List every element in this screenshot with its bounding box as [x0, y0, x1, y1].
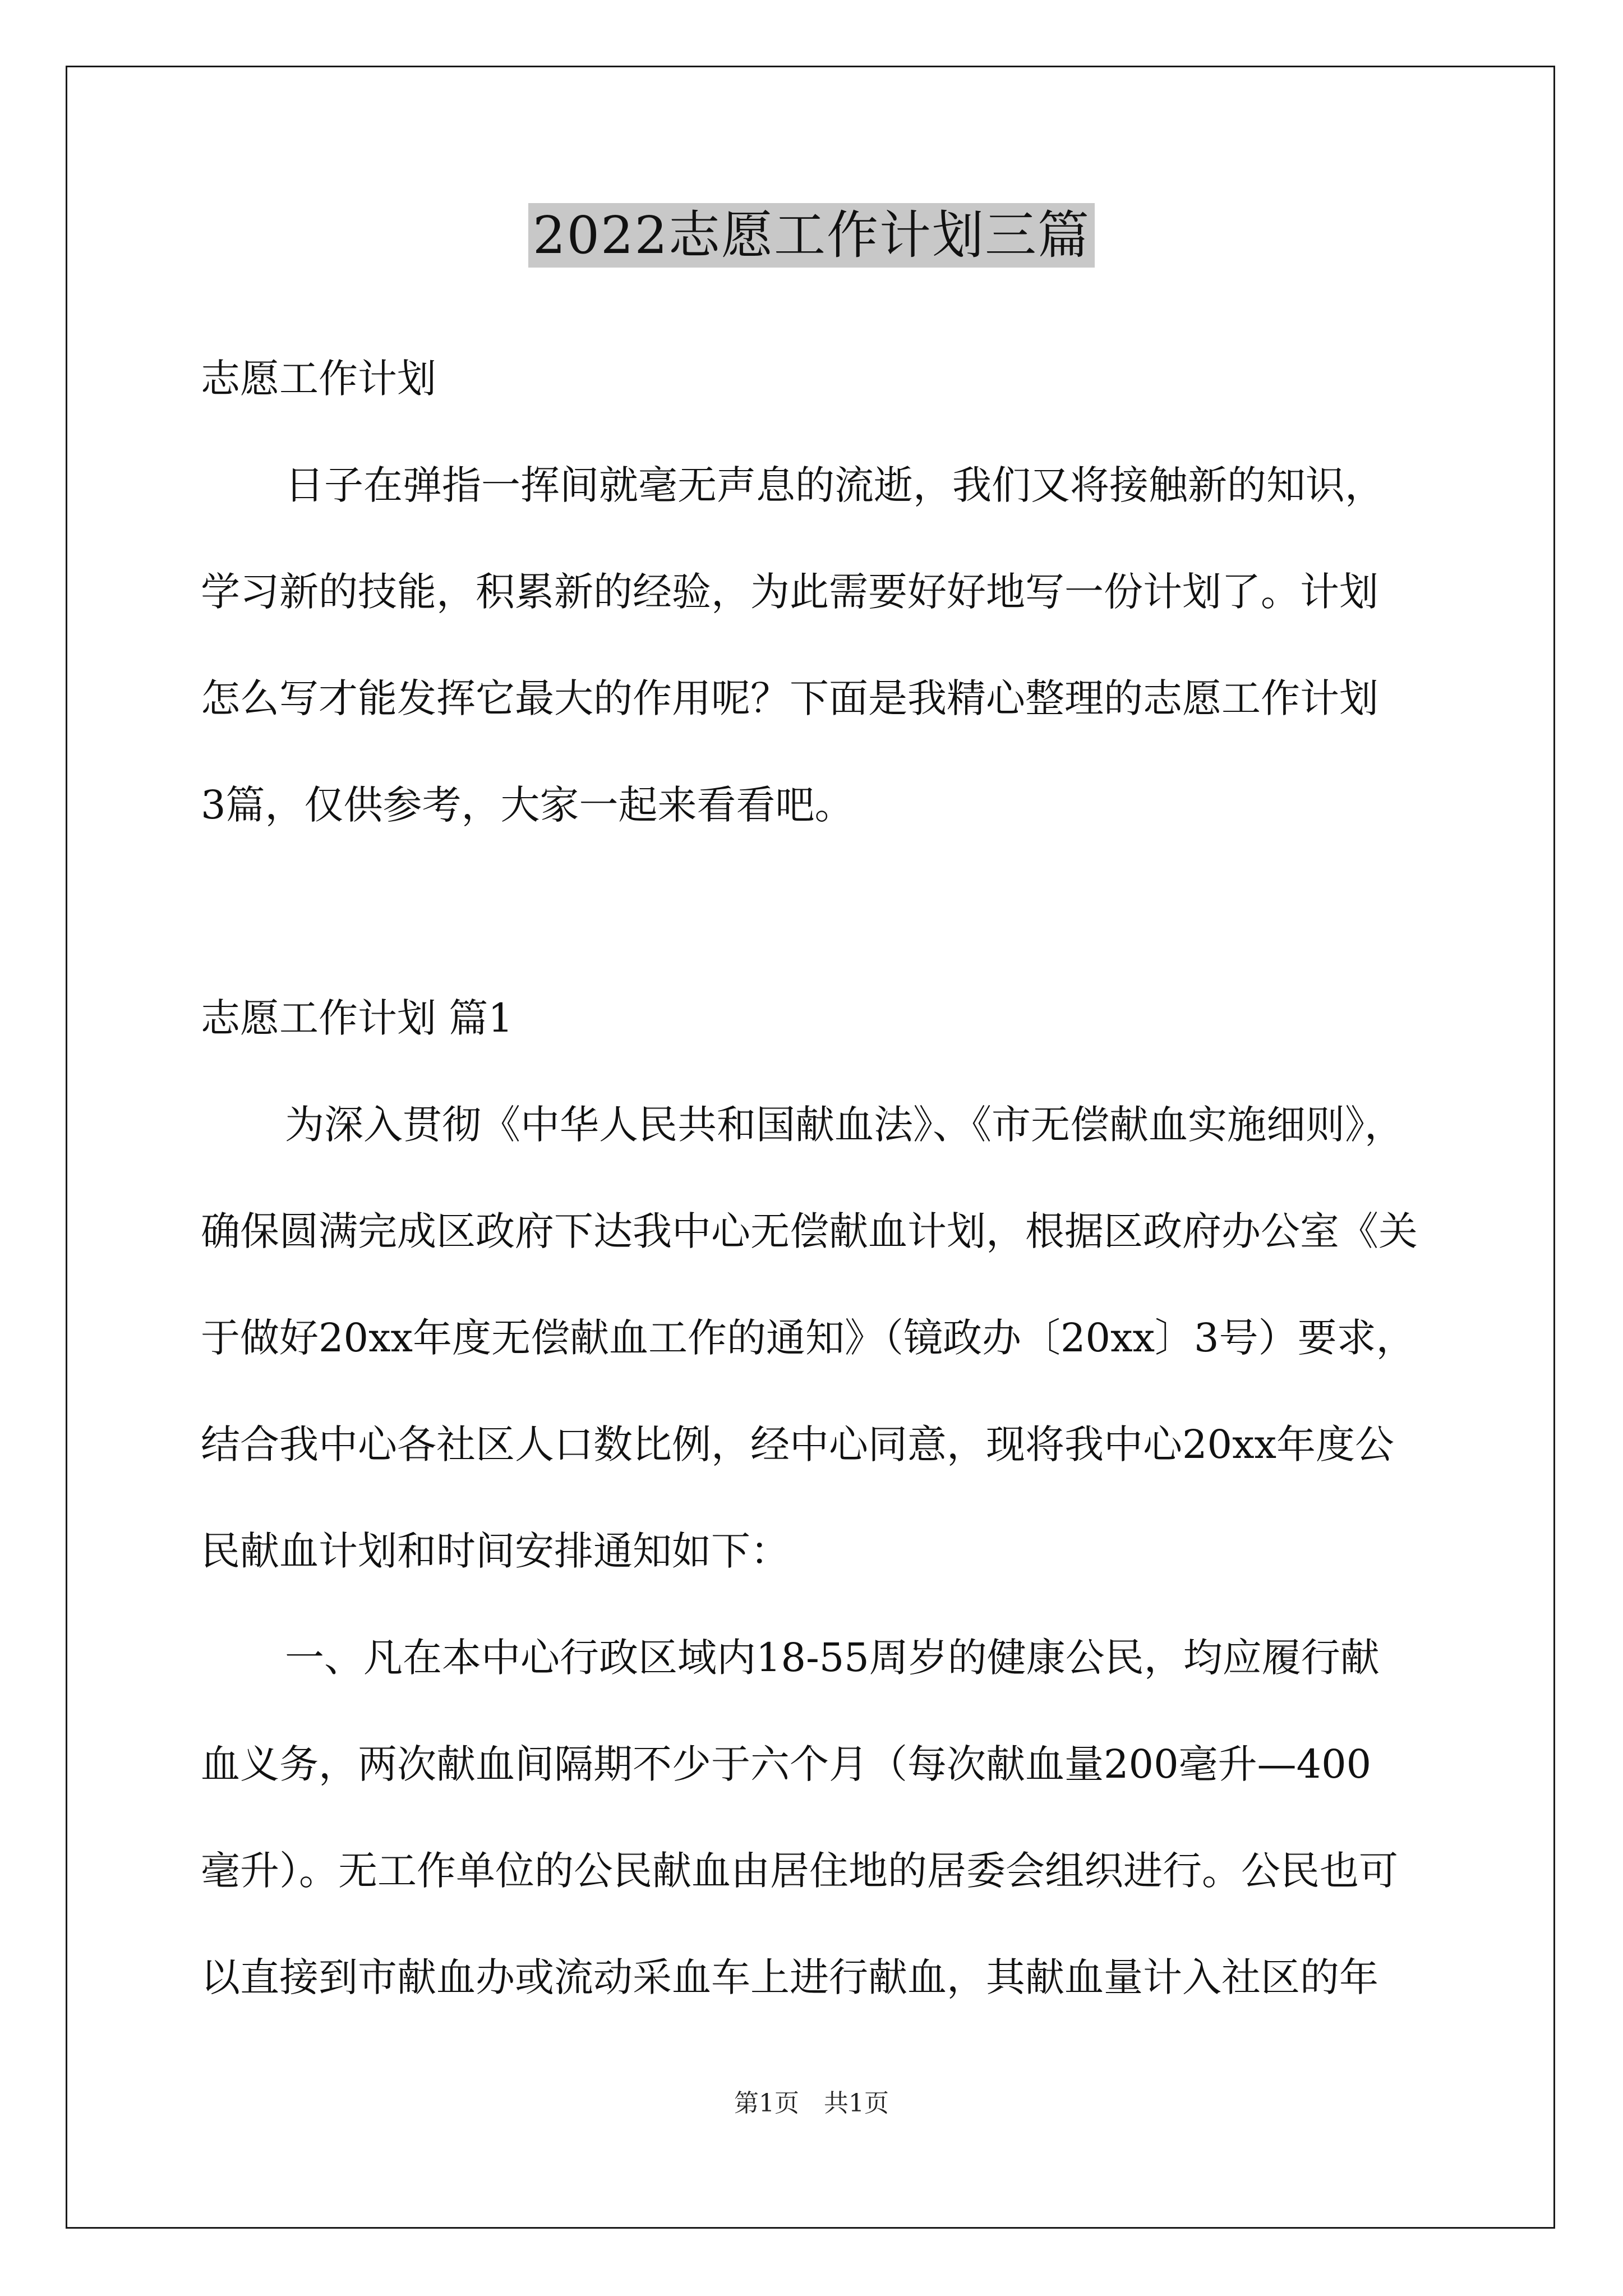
paragraph-line: 一、凡在本中心行政区域内18-55周岁的健康公民，均应履行献	[285, 1635, 1380, 1681]
paragraph-line: 民献血计划和时间安排通知如下：	[201, 1528, 790, 1574]
paragraph-line: 于做好20xx年度无偿献血工作的通知》（镜政办〔20xx〕3号）要求，	[201, 1315, 1415, 1361]
intro-line: 学习新的技能，积累新的经验，为此需要好好地写一份计划了。计划	[201, 569, 1378, 615]
paragraph-line: 毫升）。无工作单位的公民献血由居住地的居委会组织进行。公民也可	[201, 1848, 1398, 1894]
document-title-text: 2022志愿工作计划三篇	[528, 203, 1095, 268]
paragraph-line: 结合我中心各社区人口数比例，经中心同意，现将我中心20xx年度公	[201, 1421, 1395, 1467]
intro-line: 3篇，仅供参考，大家一起来看看吧。	[201, 782, 854, 828]
paragraph-line: 血义务，两次献血间隔期不少于六个月（每次献血量200毫升—400	[201, 1741, 1372, 1787]
page-footer: 第1页 共1页	[734, 2089, 889, 2118]
paragraph-line: 为深入贯彻《中华人民共和国献血法》、《市无偿献血实施细则》，	[285, 1102, 1404, 1148]
paragraph-line: 以直接到市献血办或流动采血车上进行献血，其献血量计入社区的年	[201, 1954, 1378, 2000]
paragraph-line: 确保圆满完成区政府下达我中心无偿献血计划，根据区政府办公室《关	[201, 1208, 1418, 1254]
section-heading: 志愿工作计划 篇1	[201, 995, 513, 1041]
intro-line: 日子在弹指一挥间就毫无声息的流逝，我们又将接触新的知识，	[285, 462, 1384, 508]
intro-heading: 志愿工作计划	[201, 356, 436, 402]
intro-line: 怎么写才能发挥它最大的作用呢？下面是我精心整理的志愿工作计划	[201, 675, 1378, 721]
document-title	[0, 199, 1623, 272]
